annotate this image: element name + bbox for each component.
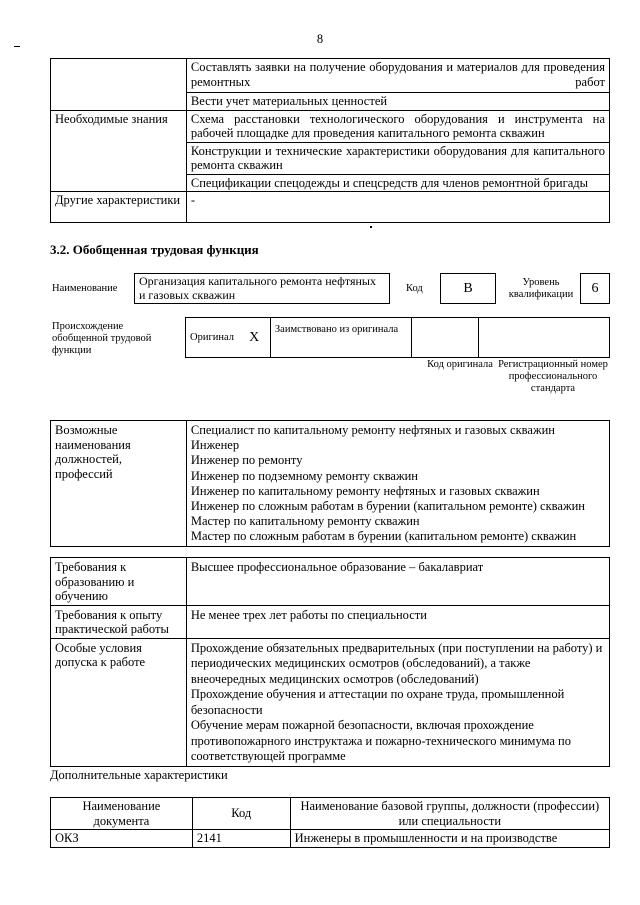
- name-label: Наименование: [52, 283, 118, 294]
- positions-list: [186, 421, 609, 547]
- position-item: Инженер по сложным работам в бурении (капитальном ремонте) скважин: [190, 499, 585, 514]
- original-mark: X: [238, 318, 270, 358]
- knowledge-label: Необходимые знания: [51, 110, 187, 192]
- section-title: 3.2. Обобщенная трудовая функция: [50, 242, 259, 257]
- borrowed-label: Заимствовано из оригинала: [270, 318, 411, 358]
- extra-cell-code: 2141: [192, 830, 290, 848]
- function-name-box: [134, 273, 390, 304]
- reg-number-cell: [479, 318, 610, 358]
- skills-label-empty: [51, 59, 187, 111]
- requirements-table: [50, 557, 610, 767]
- position-item: Инженер: [190, 438, 240, 453]
- code-label: Код: [406, 283, 423, 294]
- experience-label: Требования к опыту практической работы: [51, 605, 187, 638]
- knowledge-cell: Схема расстановки технологического оборудования и инструмента на рабочей площадке для проведения капитального ремонта скважин: [186, 110, 609, 142]
- skills-table: [50, 58, 610, 223]
- extra-cell-group: Инженеры в промышленности и на производстве: [290, 830, 609, 848]
- special-conditions-list: [186, 638, 609, 766]
- special-conditions-label: Особые условия допуска к работе: [51, 638, 187, 766]
- extra-title: Дополнительные характеристики: [50, 768, 228, 782]
- skills-cell: Составлять заявки на получение оборудования и материалов для проведения ремонтных работ: [186, 59, 609, 93]
- position-item: Инженер по подземному ремонту скважин: [190, 468, 418, 483]
- condition-item: Обучение мерам пожарной безопасности, включая прохождение противопожарного инструктажа и пожарно-технического минимума по соответствующей программе: [190, 718, 571, 763]
- knowledge-cell: Конструкции и технические характеристики оборудования для капитального ремонта скважин: [186, 142, 609, 174]
- other-characteristics-label: Другие характеристики: [51, 192, 187, 223]
- position-item: Специалист по капитальному ремонту нефтяных и газовых скважин: [190, 423, 555, 437]
- original-label: Оригинал: [186, 318, 239, 358]
- knowledge-cell: Спецификации спецодежды и спецсредств для членов ремонтной бригады: [186, 174, 609, 192]
- extra-cell-document: ОКЗ: [51, 830, 193, 848]
- extra-table: [50, 797, 610, 848]
- other-characteristics-value: -: [186, 192, 609, 223]
- code-original-cell: [411, 318, 479, 358]
- code-box: [440, 273, 496, 304]
- code-value: В: [463, 281, 473, 296]
- origin-table: [185, 317, 610, 358]
- reg-number-caption: Регистрационный номер профессионального стандарта: [498, 359, 608, 394]
- positions-label: Возможные наименования должностей, профессий: [51, 421, 187, 547]
- condition-item: Прохождение обучения и аттестации по охране труда, промышленной безопасности: [190, 687, 565, 717]
- level-value: 6: [591, 281, 599, 296]
- level-label: Уровень квалификации: [508, 277, 574, 300]
- margin-mark: [14, 46, 20, 47]
- position-item: Инженер по ремонту: [190, 453, 303, 468]
- function-name-value: Организация капитального ремонта нефтяных и газовых скважин: [139, 274, 376, 302]
- extra-header-group: Наименование базовой группы, должности (профессии) или специальности: [290, 798, 609, 830]
- skills-cell: Вести учет материальных ценностей: [186, 93, 609, 111]
- positions-table: [50, 420, 610, 547]
- extra-header-code: Код: [192, 798, 290, 830]
- education-label: Требования к образованию и обучению: [51, 558, 187, 606]
- page-number: 8: [316, 32, 324, 46]
- position-item: Мастер по капитальному ремонту скважин: [190, 514, 420, 529]
- extra-header-document: Наименование документа: [51, 798, 193, 830]
- position-item: Мастер по сложным работам в бурении (капитальном ремонте) скважин: [190, 529, 577, 544]
- level-box: [580, 273, 610, 304]
- education-value: Высшее профессиональное образование – бакалавриат: [186, 558, 609, 606]
- origin-label: Происхождение обобщенной трудовой функции: [52, 321, 152, 356]
- code-original-caption: Код оригинала: [427, 359, 493, 370]
- condition-item: Прохождение обязательных предварительных (при поступлении на работу) и периодических медицинских осмотров (обследований), а также внеочередных медицинских осмотров (обследований): [190, 640, 603, 686]
- position-item: Инженер по капитальному ремонту нефтяных и газовых скважин: [190, 483, 540, 498]
- experience-value: Не менее трех лет работы по специальности: [186, 605, 609, 638]
- margin-dot: [370, 226, 372, 228]
